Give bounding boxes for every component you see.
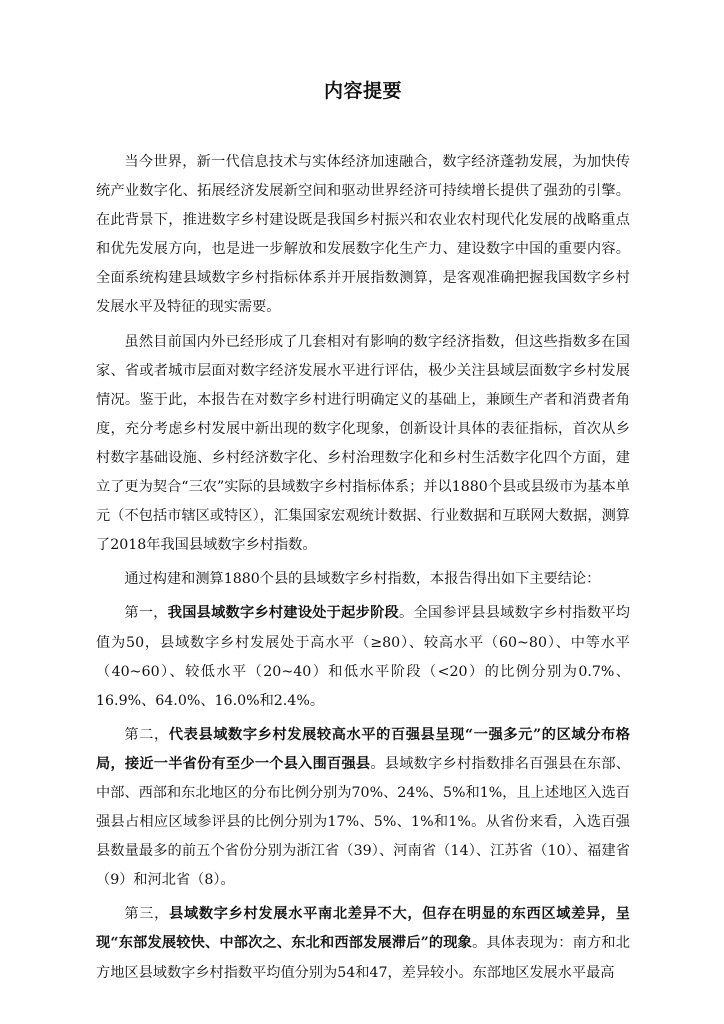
page-title: 内容提要 [323, 80, 402, 102]
paragraph-3: 通过构建和测算1880个县的县域数字乡村指数，本报告得出如下主要结论： [124, 571, 601, 588]
conclusion-bold-text: 代表县域数字乡村发展较高水平的百强县呈现“一强多元”的区域分布格局，接近一半省份有至少一个县入围百强县 [96, 726, 630, 772]
conclusion-body: 。全国参评县县域数字乡村指数平均值为50，县域数字乡村发展处于高水平（≥80）、较高水平（60~80）、中等水平（40~60）、较低水平（20~40）和低水平阶段（<20）的比例分别为0.7%、16.9%、64.0%、16.0%和2.4%。 [96, 605, 630, 709]
conclusion-bold-text: 县域数字乡村发展水平南北差异不大，但存在明显的东西区域差异，呈现“东部发展较快、中部次之、东北和西部发展滞后”的现象 [96, 906, 630, 952]
conclusion-body: 。县域数字乡村指数排名百强县在东部、中部、西部和东北地区的分布比例分别为70%、24%、5%和1%，且上述地区入选百强县占相应区域参评县的比例分别为17%、5%、1%和1%。从省份来看，入选百强县数量最多的前五个省份分别为浙江省（39）、河南省（14）、江苏省（10）、福建省（9）和河北省（8）。 [96, 755, 630, 889]
conclusion-lead: 第一， [124, 605, 168, 622]
document-page [96, 78, 630, 993]
conclusion-body: 。具体表现为：南方和北方地区县域数字乡村指数平均值分别为54和47，差异较小。东部地区发展水平最高 [96, 935, 630, 981]
conclusion-lead: 第二， [124, 726, 169, 743]
conclusion-bold-text: 我国县域数字乡村建设处于起步阶段 [167, 605, 399, 622]
conclusion-lead: 第三， [124, 906, 170, 923]
paragraph-conclusion-3 [96, 900, 630, 987]
paragraph-conclusion-1 [96, 599, 630, 715]
paragraph-conclusion-2 [96, 721, 630, 896]
paragraph-2: 虽然目前国内外已经形成了几套相对有影响的数字经济指数，但这些指数多在国家、省或者城市层面对数字经济发展水平进行评估，极少关注县域层面数字乡村发展情况。鉴于此，本报告在对数字乡村进行明确定义的基础上，兼顾生产者和消费者角度，充分考虑乡村发展中新出现的数字化现象，创新设计具体的表征指标，首次从乡村数字基础设施、乡村经济数字化、乡村治理数字化和乡村生活数字化四个方面，建立了更为契合“三农”实际的县域数字乡村指标体系；并以1880个县或县级市为基本单元（不包括市辖区或特区），汇集国家宏观统计数据、行业数据和互联网大数据，测算了2018年我国县域数字乡村指数。 [96, 333, 630, 554]
paragraph-1: 当今世界，新一代信息技术与实体经济加速融合，数字经济蓬勃发展，为加快传统产业数字化、拓展经济发展新空间和驱动世界经济可持续增长提供了强劲的引擎。在此背景下，推进数字乡村建设既是我国乡村振兴和农业农村现代化发展的战略重点和优先发展方向，也是进一步解放和发展数字化生产力、建设数字中国的重要内容。全面系统构建县域数字乡村指标体系并开展指数测算，是客观准确把握我国数字乡村发展水平及特征的现实需要。 [96, 154, 630, 316]
